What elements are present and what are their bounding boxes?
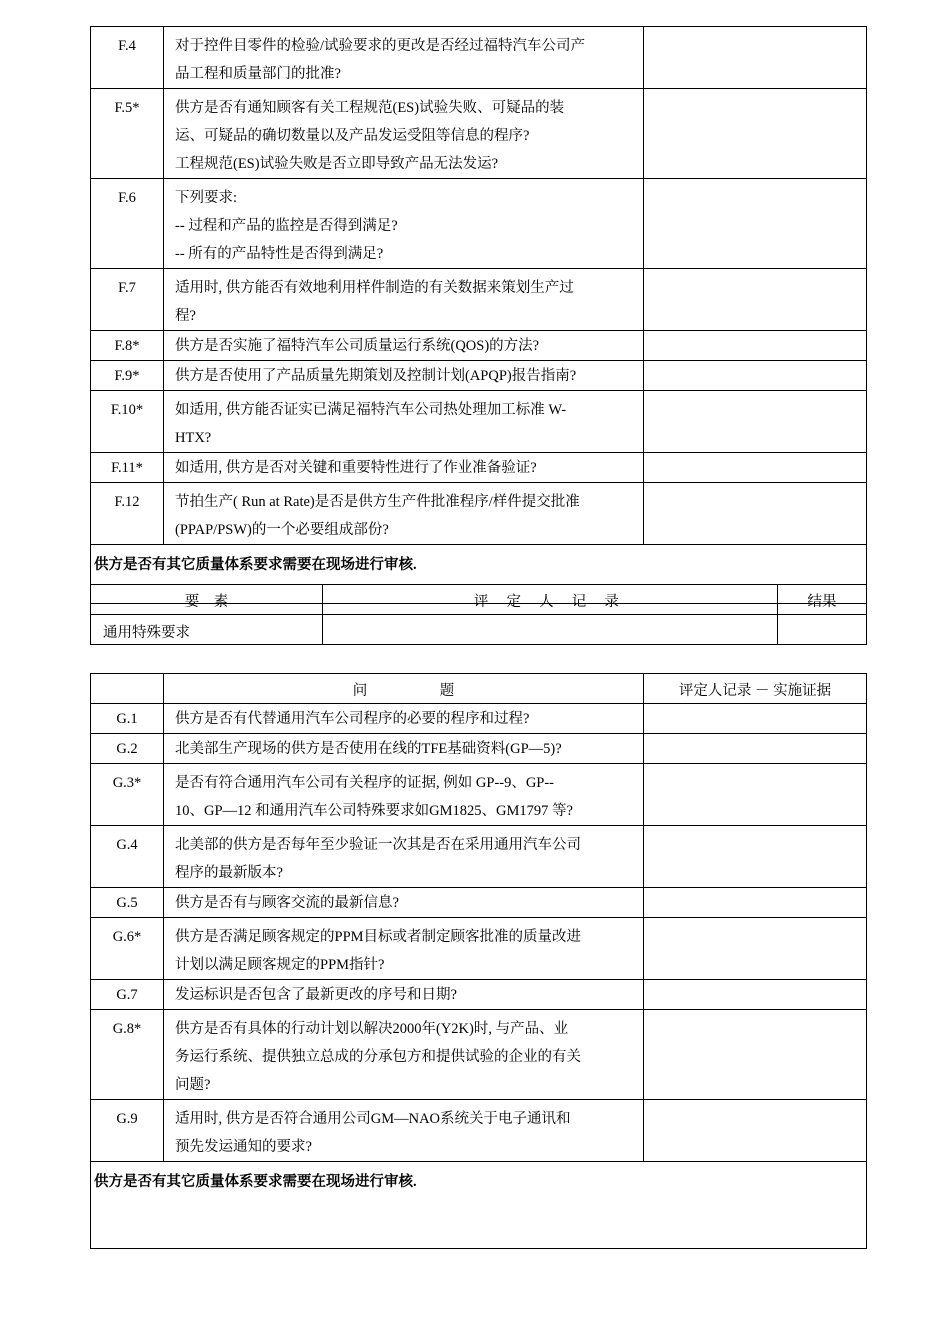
row-code: G.6* [91,918,164,980]
row-code: F.10* [91,391,164,453]
row-code: F.6 [91,179,164,269]
evidence-cell[interactable] [644,980,867,1010]
evidence-cell[interactable] [644,1010,867,1100]
question-line: 工程规范(ES)试验失败是否立即导致产品无法发运? [175,156,499,172]
other-requirements-note[interactable]: 供方是否有其它质量体系要求需要在现场进行审核. [91,545,867,604]
table-row [91,483,867,545]
row-question [164,27,644,89]
question-line: 适用时, 供方是否符合通用公司GM—NAO系统关于电子通讯和 [175,1111,571,1127]
table-row [91,89,867,179]
element-name: 通用特殊要求 [91,615,323,645]
table-row [91,1010,867,1100]
row-question [164,826,644,888]
column-header-evidence: 评定人记录 － 实施证据 [644,674,867,704]
row-code: F.11* [91,453,164,483]
question-line: 适用时, 供方能否有效地利用样件制造的有关数据来策划生产过 [175,280,574,296]
table-row [91,734,867,764]
row-code: G.4 [91,826,164,888]
table-row [91,453,867,483]
row-code: G.9 [91,1100,164,1162]
question-line: 供方是否有通知顾客有关工程规范(ES)试验失败、可疑品的装 [175,100,565,116]
table-row [91,179,867,269]
row-code: G.5 [91,888,164,918]
question-line: 如适用, 供方能否证实已满足福特汽车公司热处理加工标准 W- [175,402,567,418]
row-question [164,704,644,734]
row-question [164,734,644,764]
row-code: G.2 [91,734,164,764]
table-row [91,826,867,888]
evidence-cell[interactable] [644,826,867,888]
section-g-table [90,673,867,1249]
question-line: HTX? [175,430,212,446]
question-line: 北美部生产现场的供方是否使用在线的TFE基础资料(GP—5)? [175,741,562,757]
evidence-cell[interactable] [644,269,867,331]
table-row [91,918,867,980]
table-row [91,615,867,645]
row-code: G.7 [91,980,164,1010]
evidence-cell[interactable] [644,361,867,391]
question-line: 供方是否有与顾客交流的最新信息? [175,895,399,911]
row-question [164,1010,644,1100]
row-code: F.5* [91,89,164,179]
result-cell[interactable] [778,615,867,645]
table-header-row [91,674,867,704]
row-code: G.8* [91,1010,164,1100]
row-code: F.12 [91,483,164,545]
row-question [164,453,644,483]
table-row [91,361,867,391]
evidence-cell[interactable] [644,888,867,918]
question-line: (PPAP/PSW)的一个必要组成部份? [175,522,389,538]
evidence-cell[interactable] [644,764,867,826]
row-question [164,331,644,361]
row-code: F.8* [91,331,164,361]
question-line: 10、GP—12 和通用汽车公司特殊要求如GM1825、GM1797 等? [175,803,573,819]
other-requirements-note[interactable]: 供方是否有其它质量体系要求需要在现场进行审核. [91,1162,867,1249]
row-code: F.7 [91,269,164,331]
evidence-cell[interactable] [644,918,867,980]
evidence-cell[interactable] [644,734,867,764]
table-row [91,888,867,918]
question-line: 问题? [175,1077,211,1093]
row-question [164,361,644,391]
row-question [164,483,644,545]
row-question [164,888,644,918]
table-row [91,1162,867,1249]
question-line: 供方是否有具体的行动计划以解决2000年(Y2K)时, 与产品、业 [175,1021,569,1037]
section-f-table [90,26,867,604]
question-line: 发运标识是否包含了最新更改的序号和日期? [175,987,457,1003]
auditor-record-cell[interactable] [323,615,778,645]
table-row [91,704,867,734]
evidence-cell[interactable] [644,483,867,545]
row-question [164,89,644,179]
table-row [91,269,867,331]
question-line: 供方是否使用了产品质量先期策划及控制计划(APQP)报告指南? [175,368,577,384]
evidence-cell[interactable] [644,391,867,453]
question-line: 是否有符合通用汽车公司有关程序的证据, 例如 GP--9、GP-- [175,775,555,791]
table-row [91,1100,867,1162]
question-line: 程序的最新版本? [175,865,283,881]
evidence-cell[interactable] [644,704,867,734]
question-line: 如适用, 供方是否对关键和重要特性进行了作业准备验证? [175,460,537,476]
table-row [91,391,867,453]
row-question [164,179,644,269]
question-line: 供方是否满足顾客规定的PPM目标或者制定顾客批准的质量改进 [175,929,582,945]
table-row [91,331,867,361]
question-line: 程? [175,308,196,324]
row-question [164,1100,644,1162]
evidence-cell[interactable] [644,453,867,483]
question-line: -- 所有的产品特性是否得到满足? [175,246,384,262]
row-code: F.4 [91,27,164,89]
question-line: 务运行系统、提供独立总成的分承包方和提供试验的企业的有关 [175,1049,581,1065]
question-line: 运、可疑品的确切数量以及产品发运受阻等信息的程序? [175,128,530,144]
evidence-cell[interactable] [644,1100,867,1162]
row-question [164,269,644,331]
element-table [90,584,867,645]
column-header-code [91,674,164,704]
evidence-cell[interactable] [644,89,867,179]
question-line: 供方是否实施了福特汽车公司质量运行系统(QOS)的方法? [175,338,540,354]
question-line: 计划以满足顾客规定的PPM指针? [175,957,385,973]
question-line: 节拍生产( Run at Rate)是否是供方生产件批准程序/样件提交批准 [175,494,580,510]
row-question [164,764,644,826]
table-row [91,27,867,89]
column-header-auditor-record: 评 定 人 记 录 [323,585,778,615]
question-line: -- 过程和产品的监控是否得到满足? [175,218,398,234]
evidence-cell[interactable] [644,179,867,269]
row-question [164,918,644,980]
row-code: G.3* [91,764,164,826]
row-question [164,980,644,1010]
row-code: G.1 [91,704,164,734]
row-question [164,391,644,453]
column-header-result: 结果 [778,585,867,615]
column-header-question: 问 题 [164,674,644,704]
column-header-element: 要 素 [91,585,323,615]
question-line: 供方是否有代替通用汽车公司程序的必要的程序和过程? [175,711,530,727]
question-line: 对于控件目零件的检验/试验要求的更改是否经过福特汽车公司产 [175,38,586,54]
question-line: 下列要求: [175,190,238,206]
question-line: 北美部的供方是否每年至少验证一次其是否在采用通用汽车公司 [175,837,581,853]
row-code: F.9* [91,361,164,391]
evidence-cell[interactable] [644,27,867,89]
question-line: 品工程和质量部门的批准? [175,66,341,82]
question-line: 预先发运通知的要求? [175,1139,312,1155]
table-row [91,980,867,1010]
evidence-cell[interactable] [644,331,867,361]
table-header-row [91,585,867,615]
table-row [91,764,867,826]
